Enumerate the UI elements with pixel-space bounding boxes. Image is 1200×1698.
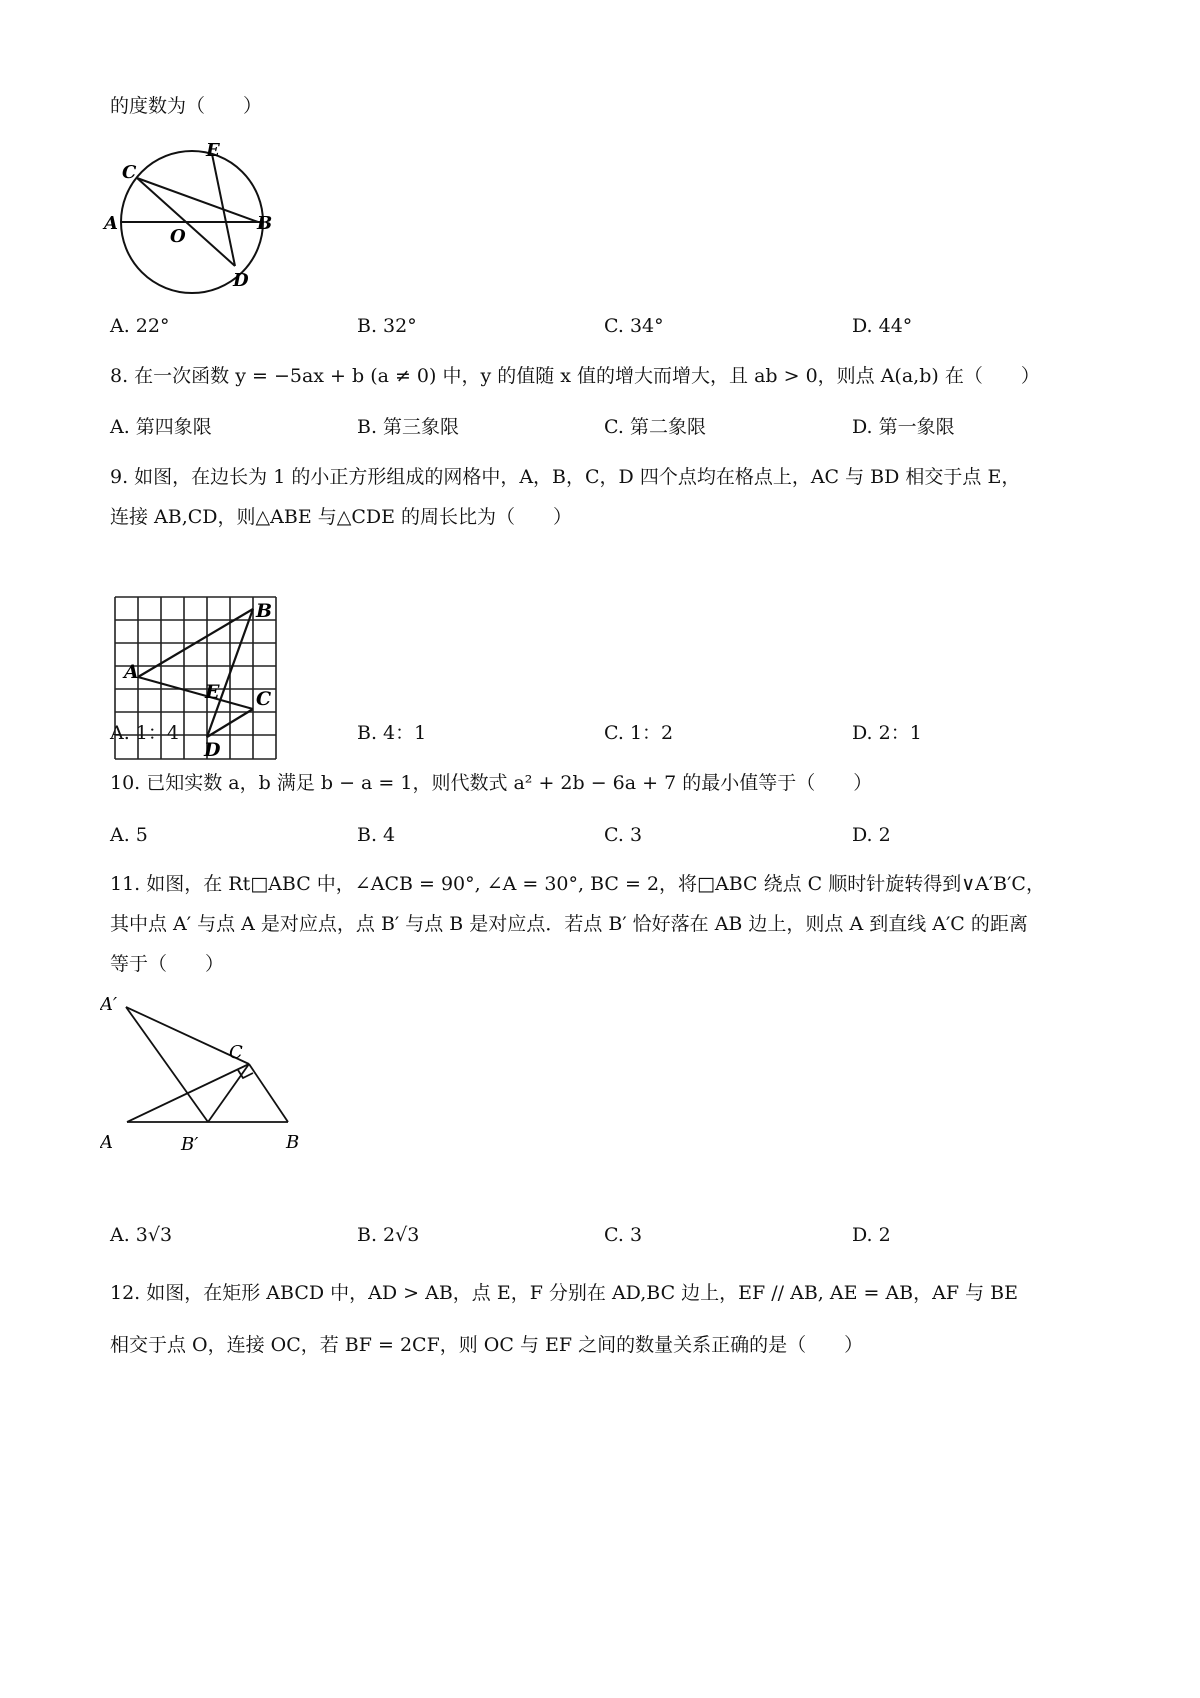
label-c: C <box>256 688 272 710</box>
q11-option-d: D. 2 <box>852 1224 891 1246</box>
q9-stem-line1: 9. 如图，在边长为 1 的小正方形组成的网格中，A，B，C，D 四个点均在格点上，AC 与 BD 相交于点 E， <box>110 466 1021 488</box>
segment-bc <box>249 1064 288 1122</box>
q10-stem: 10. 已知实数 a，b 满足 b − a = 1，则代数式 a² + 2b − 6a + 7 的最小值等于（ ） <box>110 772 873 794</box>
q9-stem-line2: 连接 AB,CD，则△ABE 与△CDE 的周长比为（ ） <box>110 506 573 528</box>
label-e: E <box>205 681 220 703</box>
q8-stem: 8. 在一次函数 y = −5ax + b (a ≠ 0) 中，y 的值随 x 值的增大而增大，且 ab > 0，则点 A(a,b) 在（ ） <box>110 365 1040 387</box>
q10-option-b: B. 4 <box>357 824 396 846</box>
q11-stem-line1: 11. 如图，在 Rt□ABC 中，∠ACB = 90°, ∠A = 30°, BC = 2，将□ABC 绕点 C 顺时针旋转得到∨A′B′C， <box>110 873 1045 895</box>
q11-option-b: B. 2√3 <box>357 1224 420 1246</box>
figure-segments <box>138 609 253 737</box>
q10-option-a: A. 5 <box>110 824 148 846</box>
q7-option-c: C. 34° <box>604 315 664 337</box>
q10-option-d: D. 2 <box>852 824 891 846</box>
q9-option-a: A. 1：4 <box>110 722 179 744</box>
label-d: D <box>233 270 249 291</box>
label-a-prime: A′ <box>100 994 118 1015</box>
q9-option-b: B. 4：1 <box>357 722 427 744</box>
label-b: B <box>256 600 273 622</box>
segment-a-prime-b-prime <box>126 1007 208 1122</box>
q8-option-b: B. 第三象限 <box>357 416 460 438</box>
label-d: D <box>204 739 221 761</box>
label-a: A <box>100 1132 113 1153</box>
q7-stem-tail: 的度数为（ ） <box>110 95 263 117</box>
q8-option-d: D. 第一象限 <box>852 416 955 438</box>
q7-option-a: A. 22° <box>110 315 170 337</box>
segment-cb <box>137 178 258 222</box>
segment-b-prime-c <box>208 1064 249 1122</box>
q8-option-a: A. 第四象限 <box>110 416 212 438</box>
label-a: A <box>124 661 139 683</box>
label-o: O <box>170 226 186 247</box>
label-c: C <box>229 1042 243 1063</box>
q11-option-a: A. 3√3 <box>110 1224 173 1246</box>
q11-rotation-figure <box>100 990 320 1170</box>
segment-ac <box>138 677 253 709</box>
q11-option-c: C. 3 <box>604 1224 643 1246</box>
label-b: B <box>257 213 273 234</box>
q7-option-d: D. 44° <box>852 315 913 337</box>
q7-option-b: B. 32° <box>357 315 417 337</box>
q10-option-c: C. 3 <box>604 824 643 846</box>
q8-option-c: C. 第二象限 <box>604 416 706 438</box>
q12-stem-line1: 12. 如图，在矩形 ABCD 中，AD > AB，点 E，F 分别在 AD,BC 边上，EF // AB, AE = AB，AF 与 BE <box>110 1282 1018 1304</box>
label-b: B <box>286 1132 300 1153</box>
q9-option-c: C. 1：2 <box>604 722 674 744</box>
q12-stem-line2: 相交于点 O，连接 OC，若 BF = 2CF，则 OC 与 EF 之间的数量关系正确的是（ ） <box>110 1334 864 1356</box>
label-e: E <box>206 140 220 161</box>
q11-stem-line3: 等于（ ） <box>110 953 225 975</box>
label-c: C <box>122 162 137 183</box>
q9-option-d: D. 2：1 <box>852 722 922 744</box>
q7-circle-figure <box>100 140 290 300</box>
label-b-prime: B′ <box>181 1134 199 1155</box>
label-a: A <box>104 213 118 234</box>
q11-stem-line2: 其中点 A′ 与点 A 是对应点，点 B′ 与点 B 是对应点．若点 B′ 恰好落在 AB 边上，则点 A 到直线 A′C 的距离 <box>110 913 1028 935</box>
